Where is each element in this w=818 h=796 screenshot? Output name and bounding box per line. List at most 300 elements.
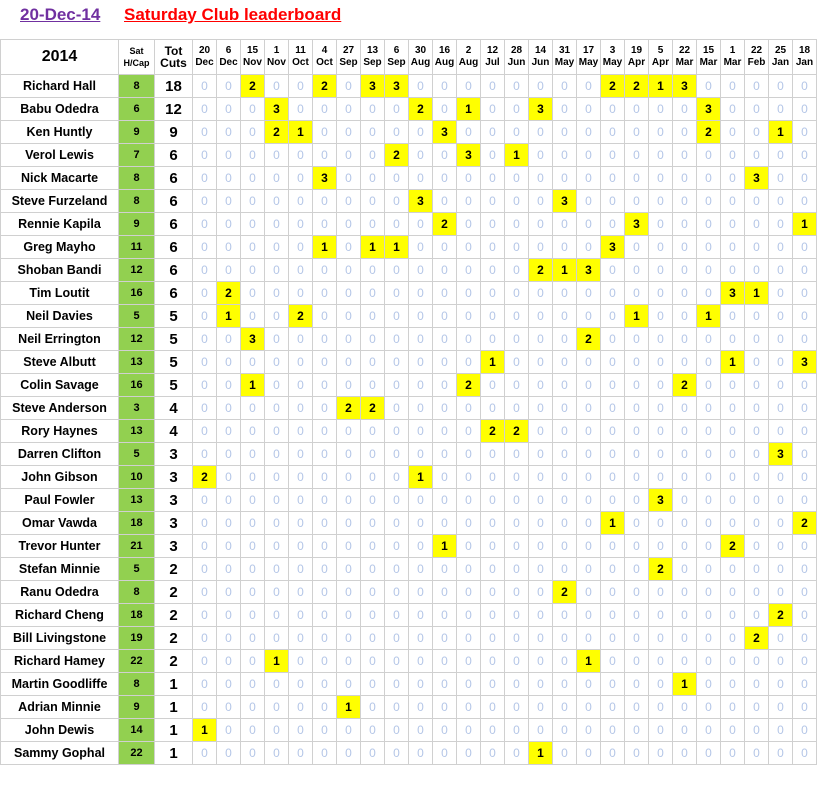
player-name-cell[interactable]: Steve Anderson (1, 397, 119, 420)
total-cuts-cell[interactable]: 4 (155, 397, 193, 420)
handicap-header[interactable] (119, 40, 155, 75)
score-cell[interactable]: 0 (481, 397, 505, 420)
score-cell[interactable]: 0 (433, 75, 457, 98)
score-cell[interactable]: 0 (265, 213, 289, 236)
score-cell[interactable]: 0 (409, 581, 433, 604)
score-cell[interactable]: 0 (385, 374, 409, 397)
player-name-cell[interactable]: Colin Savage (1, 374, 119, 397)
score-cell[interactable]: 0 (385, 489, 409, 512)
score-cell[interactable]: 0 (433, 466, 457, 489)
score-cell[interactable]: 0 (505, 190, 529, 213)
total-cuts-cell[interactable]: 1 (155, 742, 193, 765)
score-cell[interactable]: 0 (793, 489, 817, 512)
score-cell[interactable]: 0 (289, 259, 313, 282)
score-cell[interactable]: 0 (697, 397, 721, 420)
score-cell[interactable]: 0 (649, 121, 673, 144)
score-cell[interactable]: 0 (385, 719, 409, 742)
score-cell[interactable]: 0 (337, 673, 361, 696)
score-cell[interactable]: 0 (577, 190, 601, 213)
score-cell[interactable]: 0 (481, 443, 505, 466)
score-cell[interactable]: 0 (577, 558, 601, 581)
score-cell[interactable]: 0 (385, 696, 409, 719)
score-cell[interactable]: 0 (505, 397, 529, 420)
score-cell[interactable]: 0 (649, 144, 673, 167)
score-cell[interactable]: 0 (793, 374, 817, 397)
score-cell[interactable]: 0 (577, 742, 601, 765)
score-cell[interactable]: 0 (649, 466, 673, 489)
score-cell[interactable]: 0 (601, 673, 625, 696)
score-cell[interactable]: 0 (505, 328, 529, 351)
score-cell[interactable]: 0 (673, 305, 697, 328)
score-cell[interactable]: 0 (193, 213, 217, 236)
score-cell[interactable]: 0 (385, 259, 409, 282)
score-cell[interactable]: 0 (313, 627, 337, 650)
date-column-header[interactable] (793, 40, 817, 75)
score-cell[interactable]: 0 (625, 98, 649, 121)
score-cell[interactable]: 0 (793, 397, 817, 420)
score-cell[interactable]: 0 (673, 466, 697, 489)
score-cell[interactable]: 0 (265, 351, 289, 374)
score-cell[interactable]: 0 (721, 443, 745, 466)
score-cell[interactable]: 0 (481, 535, 505, 558)
score-cell[interactable]: 0 (433, 98, 457, 121)
score-cell[interactable]: 0 (361, 420, 385, 443)
score-cell[interactable]: 0 (289, 627, 313, 650)
score-cell[interactable]: 1 (457, 98, 481, 121)
score-cell[interactable]: 0 (721, 121, 745, 144)
score-cell[interactable]: 0 (457, 650, 481, 673)
score-cell[interactable]: 0 (553, 374, 577, 397)
score-cell[interactable]: 0 (337, 489, 361, 512)
score-cell[interactable]: 0 (745, 397, 769, 420)
score-cell[interactable]: 0 (625, 558, 649, 581)
score-cell[interactable]: 1 (481, 351, 505, 374)
score-cell[interactable]: 0 (793, 282, 817, 305)
score-cell[interactable]: 2 (625, 75, 649, 98)
player-name-cell[interactable]: Ranu Odedra (1, 581, 119, 604)
score-cell[interactable]: 0 (481, 512, 505, 535)
score-cell[interactable]: 0 (553, 75, 577, 98)
score-cell[interactable]: 0 (625, 742, 649, 765)
score-cell[interactable]: 0 (553, 144, 577, 167)
score-cell[interactable]: 0 (337, 144, 361, 167)
score-cell[interactable]: 0 (697, 489, 721, 512)
score-cell[interactable]: 0 (193, 535, 217, 558)
score-cell[interactable]: 0 (265, 742, 289, 765)
score-cell[interactable]: 0 (457, 305, 481, 328)
score-cell[interactable]: 3 (673, 75, 697, 98)
score-cell[interactable]: 1 (673, 673, 697, 696)
score-cell[interactable]: 0 (793, 167, 817, 190)
score-cell[interactable]: 0 (625, 535, 649, 558)
score-cell[interactable]: 0 (409, 305, 433, 328)
score-cell[interactable]: 0 (217, 144, 241, 167)
score-cell[interactable]: 0 (337, 167, 361, 190)
score-cell[interactable]: 0 (505, 673, 529, 696)
score-cell[interactable]: 0 (241, 443, 265, 466)
score-cell[interactable]: 0 (793, 98, 817, 121)
score-cell[interactable]: 0 (385, 420, 409, 443)
score-cell[interactable]: 0 (649, 351, 673, 374)
score-cell[interactable]: 0 (481, 167, 505, 190)
score-cell[interactable]: 0 (481, 604, 505, 627)
score-cell[interactable]: 0 (529, 466, 553, 489)
score-cell[interactable]: 0 (193, 282, 217, 305)
score-cell[interactable]: 0 (241, 190, 265, 213)
score-cell[interactable]: 0 (793, 305, 817, 328)
score-cell[interactable]: 0 (481, 466, 505, 489)
score-cell[interactable]: 0 (241, 466, 265, 489)
score-cell[interactable]: 0 (529, 351, 553, 374)
score-cell[interactable]: 0 (673, 397, 697, 420)
player-name-cell[interactable]: Neil Errington (1, 328, 119, 351)
score-cell[interactable]: 0 (193, 397, 217, 420)
score-cell[interactable]: 0 (337, 98, 361, 121)
handicap-cell[interactable]: 14 (119, 719, 155, 742)
score-cell[interactable]: 1 (601, 512, 625, 535)
handicap-cell[interactable]: 16 (119, 374, 155, 397)
score-cell[interactable]: 0 (625, 190, 649, 213)
player-name-cell[interactable]: Trevor Hunter (1, 535, 119, 558)
score-cell[interactable]: 0 (313, 259, 337, 282)
score-cell[interactable]: 0 (193, 144, 217, 167)
score-cell[interactable]: 0 (553, 627, 577, 650)
score-cell[interactable]: 0 (457, 328, 481, 351)
score-cell[interactable]: 0 (361, 650, 385, 673)
score-cell[interactable]: 0 (385, 121, 409, 144)
score-cell[interactable]: 0 (289, 719, 313, 742)
score-cell[interactable]: 0 (433, 627, 457, 650)
score-cell[interactable]: 0 (601, 190, 625, 213)
score-cell[interactable]: 0 (241, 489, 265, 512)
score-cell[interactable]: 0 (697, 696, 721, 719)
handicap-cell[interactable]: 18 (119, 604, 155, 627)
score-cell[interactable]: 0 (481, 742, 505, 765)
score-cell[interactable]: 0 (553, 604, 577, 627)
score-cell[interactable]: 0 (457, 466, 481, 489)
score-cell[interactable]: 0 (409, 259, 433, 282)
score-cell[interactable]: 0 (721, 696, 745, 719)
score-cell[interactable]: 2 (793, 512, 817, 535)
score-cell[interactable]: 0 (673, 650, 697, 673)
score-cell[interactable]: 0 (673, 121, 697, 144)
score-cell[interactable]: 0 (529, 696, 553, 719)
score-cell[interactable]: 0 (361, 489, 385, 512)
score-cell[interactable]: 0 (505, 535, 529, 558)
score-cell[interactable]: 0 (193, 604, 217, 627)
score-cell[interactable]: 0 (769, 673, 793, 696)
score-cell[interactable]: 0 (721, 581, 745, 604)
score-cell[interactable]: 0 (217, 535, 241, 558)
score-cell[interactable]: 0 (553, 558, 577, 581)
score-cell[interactable]: 0 (505, 604, 529, 627)
score-cell[interactable]: 0 (529, 236, 553, 259)
score-cell[interactable]: 0 (193, 420, 217, 443)
score-cell[interactable]: 0 (673, 236, 697, 259)
score-cell[interactable]: 0 (265, 190, 289, 213)
total-cuts-cell[interactable]: 5 (155, 328, 193, 351)
score-cell[interactable]: 0 (481, 673, 505, 696)
score-cell[interactable]: 0 (601, 259, 625, 282)
player-name-cell[interactable]: John Gibson (1, 466, 119, 489)
score-cell[interactable]: 0 (457, 121, 481, 144)
score-cell[interactable]: 0 (625, 581, 649, 604)
score-cell[interactable]: 0 (553, 98, 577, 121)
score-cell[interactable]: 0 (217, 627, 241, 650)
score-cell[interactable]: 0 (337, 650, 361, 673)
score-cell[interactable]: 0 (481, 489, 505, 512)
score-cell[interactable]: 0 (193, 190, 217, 213)
score-cell[interactable]: 0 (385, 351, 409, 374)
score-cell[interactable]: 0 (337, 604, 361, 627)
score-cell[interactable]: 0 (529, 144, 553, 167)
player-name-cell[interactable]: Neil Davies (1, 305, 119, 328)
date-column-header[interactable] (457, 40, 481, 75)
score-cell[interactable]: 0 (241, 558, 265, 581)
score-cell[interactable]: 0 (697, 627, 721, 650)
score-cell[interactable]: 0 (697, 420, 721, 443)
score-cell[interactable]: 0 (433, 558, 457, 581)
score-cell[interactable]: 0 (289, 742, 313, 765)
score-cell[interactable]: 0 (409, 719, 433, 742)
score-cell[interactable]: 0 (649, 512, 673, 535)
score-cell[interactable]: 0 (433, 190, 457, 213)
score-cell[interactable]: 0 (409, 282, 433, 305)
score-cell[interactable]: 0 (649, 98, 673, 121)
score-cell[interactable]: 0 (361, 466, 385, 489)
score-cell[interactable]: 0 (553, 535, 577, 558)
score-cell[interactable]: 0 (673, 489, 697, 512)
total-cuts-cell[interactable]: 6 (155, 144, 193, 167)
score-cell[interactable]: 0 (457, 742, 481, 765)
handicap-cell[interactable]: 18 (119, 512, 155, 535)
score-cell[interactable]: 0 (577, 374, 601, 397)
date-column-header[interactable] (649, 40, 673, 75)
player-name-cell[interactable]: Martin Goodliffe (1, 673, 119, 696)
score-cell[interactable]: 0 (769, 742, 793, 765)
score-cell[interactable]: 0 (577, 719, 601, 742)
score-cell[interactable]: 0 (241, 259, 265, 282)
score-cell[interactable]: 3 (433, 121, 457, 144)
score-cell[interactable]: 0 (673, 719, 697, 742)
total-cuts-cell[interactable]: 2 (155, 604, 193, 627)
score-cell[interactable]: 0 (433, 305, 457, 328)
date-column-header[interactable] (361, 40, 385, 75)
score-cell[interactable]: 0 (457, 512, 481, 535)
score-cell[interactable]: 0 (601, 650, 625, 673)
score-cell[interactable]: 0 (745, 489, 769, 512)
handicap-cell[interactable]: 22 (119, 742, 155, 765)
score-cell[interactable]: 0 (385, 305, 409, 328)
score-cell[interactable]: 0 (769, 696, 793, 719)
score-cell[interactable]: 0 (265, 144, 289, 167)
score-cell[interactable]: 0 (553, 489, 577, 512)
score-cell[interactable]: 0 (793, 604, 817, 627)
score-cell[interactable]: 0 (289, 466, 313, 489)
score-cell[interactable]: 0 (289, 213, 313, 236)
year-header[interactable]: 2014 (1, 40, 119, 75)
score-cell[interactable]: 0 (457, 581, 481, 604)
score-cell[interactable]: 0 (361, 351, 385, 374)
score-cell[interactable]: 0 (721, 719, 745, 742)
total-cuts-cell[interactable]: 3 (155, 489, 193, 512)
score-cell[interactable]: 1 (649, 75, 673, 98)
score-cell[interactable]: 0 (601, 121, 625, 144)
score-cell[interactable]: 0 (649, 190, 673, 213)
score-cell[interactable]: 0 (793, 236, 817, 259)
score-cell[interactable]: 0 (577, 75, 601, 98)
date-column-header[interactable] (505, 40, 529, 75)
score-cell[interactable]: 0 (289, 282, 313, 305)
score-cell[interactable]: 1 (217, 305, 241, 328)
player-name-cell[interactable]: Bill Livingstone (1, 627, 119, 650)
score-cell[interactable]: 0 (457, 489, 481, 512)
score-cell[interactable]: 0 (361, 144, 385, 167)
score-cell[interactable]: 0 (745, 328, 769, 351)
score-cell[interactable]: 0 (217, 512, 241, 535)
score-cell[interactable]: 0 (529, 581, 553, 604)
score-cell[interactable]: 0 (577, 535, 601, 558)
player-name-cell[interactable]: John Dewis (1, 719, 119, 742)
score-cell[interactable]: 0 (481, 75, 505, 98)
score-cell[interactable]: 0 (433, 282, 457, 305)
handicap-cell[interactable]: 13 (119, 420, 155, 443)
score-cell[interactable]: 0 (649, 305, 673, 328)
score-cell[interactable]: 0 (289, 397, 313, 420)
score-cell[interactable]: 0 (337, 305, 361, 328)
score-cell[interactable]: 0 (265, 604, 289, 627)
score-cell[interactable]: 0 (337, 213, 361, 236)
score-cell[interactable]: 0 (481, 719, 505, 742)
score-cell[interactable]: 0 (577, 121, 601, 144)
score-cell[interactable]: 0 (217, 466, 241, 489)
score-cell[interactable]: 0 (265, 673, 289, 696)
score-cell[interactable]: 0 (745, 696, 769, 719)
score-cell[interactable]: 0 (745, 305, 769, 328)
score-cell[interactable]: 0 (217, 650, 241, 673)
score-cell[interactable]: 0 (409, 558, 433, 581)
score-cell[interactable]: 0 (601, 98, 625, 121)
score-cell[interactable]: 0 (553, 443, 577, 466)
score-cell[interactable]: 2 (361, 397, 385, 420)
score-cell[interactable]: 0 (193, 581, 217, 604)
score-cell[interactable]: 0 (337, 374, 361, 397)
total-cuts-cell[interactable]: 6 (155, 282, 193, 305)
handicap-cell[interactable]: 8 (119, 75, 155, 98)
score-cell[interactable]: 0 (361, 167, 385, 190)
date-column-header[interactable] (217, 40, 241, 75)
score-cell[interactable]: 0 (649, 673, 673, 696)
score-cell[interactable]: 0 (577, 351, 601, 374)
score-cell[interactable]: 1 (193, 719, 217, 742)
score-cell[interactable]: 0 (193, 98, 217, 121)
score-cell[interactable]: 0 (217, 420, 241, 443)
score-cell[interactable]: 0 (313, 650, 337, 673)
score-cell[interactable]: 0 (769, 328, 793, 351)
score-cell[interactable]: 0 (313, 535, 337, 558)
score-cell[interactable]: 0 (433, 673, 457, 696)
score-cell[interactable]: 0 (745, 719, 769, 742)
score-cell[interactable]: 2 (505, 420, 529, 443)
score-cell[interactable]: 0 (577, 604, 601, 627)
score-cell[interactable]: 0 (769, 397, 793, 420)
score-cell[interactable]: 0 (721, 604, 745, 627)
score-cell[interactable]: 0 (745, 121, 769, 144)
date-column-header[interactable] (721, 40, 745, 75)
score-cell[interactable]: 0 (289, 512, 313, 535)
score-cell[interactable]: 0 (409, 696, 433, 719)
score-cell[interactable]: 0 (697, 190, 721, 213)
score-cell[interactable]: 0 (409, 374, 433, 397)
score-cell[interactable]: 0 (361, 190, 385, 213)
player-name-cell[interactable]: Richard Cheng (1, 604, 119, 627)
score-cell[interactable]: 0 (673, 558, 697, 581)
score-cell[interactable]: 0 (553, 420, 577, 443)
score-cell[interactable]: 0 (553, 305, 577, 328)
score-cell[interactable]: 2 (457, 374, 481, 397)
score-cell[interactable]: 0 (769, 512, 793, 535)
score-cell[interactable]: 0 (601, 397, 625, 420)
score-cell[interactable]: 0 (505, 236, 529, 259)
score-cell[interactable]: 0 (193, 627, 217, 650)
score-cell[interactable]: 0 (625, 121, 649, 144)
score-cell[interactable]: 0 (649, 420, 673, 443)
score-cell[interactable]: 0 (361, 719, 385, 742)
score-cell[interactable]: 0 (673, 328, 697, 351)
score-cell[interactable]: 0 (457, 213, 481, 236)
player-name-cell[interactable]: Richard Hall (1, 75, 119, 98)
score-cell[interactable]: 0 (409, 121, 433, 144)
score-cell[interactable]: 0 (793, 535, 817, 558)
score-cell[interactable]: 0 (505, 742, 529, 765)
score-cell[interactable]: 3 (697, 98, 721, 121)
score-cell[interactable]: 0 (601, 581, 625, 604)
score-cell[interactable]: 1 (721, 351, 745, 374)
score-cell[interactable]: 3 (361, 75, 385, 98)
player-name-cell[interactable]: Omar Vawda (1, 512, 119, 535)
score-cell[interactable]: 3 (769, 443, 793, 466)
score-cell[interactable]: 0 (553, 213, 577, 236)
score-cell[interactable]: 0 (217, 581, 241, 604)
score-cell[interactable]: 0 (721, 489, 745, 512)
score-cell[interactable]: 0 (673, 535, 697, 558)
score-cell[interactable]: 0 (193, 558, 217, 581)
score-cell[interactable]: 0 (433, 650, 457, 673)
score-cell[interactable]: 0 (553, 282, 577, 305)
score-cell[interactable]: 0 (241, 121, 265, 144)
score-cell[interactable]: 0 (241, 236, 265, 259)
score-cell[interactable]: 0 (337, 190, 361, 213)
score-cell[interactable]: 0 (409, 144, 433, 167)
score-cell[interactable]: 0 (481, 213, 505, 236)
score-cell[interactable]: 0 (193, 167, 217, 190)
score-cell[interactable]: 1 (529, 742, 553, 765)
total-cuts-cell[interactable]: 3 (155, 535, 193, 558)
score-cell[interactable]: 0 (265, 696, 289, 719)
score-cell[interactable]: 0 (745, 374, 769, 397)
score-cell[interactable]: 0 (553, 236, 577, 259)
score-cell[interactable]: 0 (241, 420, 265, 443)
score-cell[interactable]: 0 (217, 121, 241, 144)
score-cell[interactable]: 0 (553, 466, 577, 489)
score-cell[interactable]: 0 (697, 259, 721, 282)
score-cell[interactable]: 0 (385, 328, 409, 351)
score-cell[interactable]: 0 (217, 236, 241, 259)
score-cell[interactable]: 0 (457, 351, 481, 374)
score-cell[interactable]: 0 (385, 167, 409, 190)
score-cell[interactable]: 0 (721, 98, 745, 121)
score-cell[interactable]: 0 (337, 581, 361, 604)
